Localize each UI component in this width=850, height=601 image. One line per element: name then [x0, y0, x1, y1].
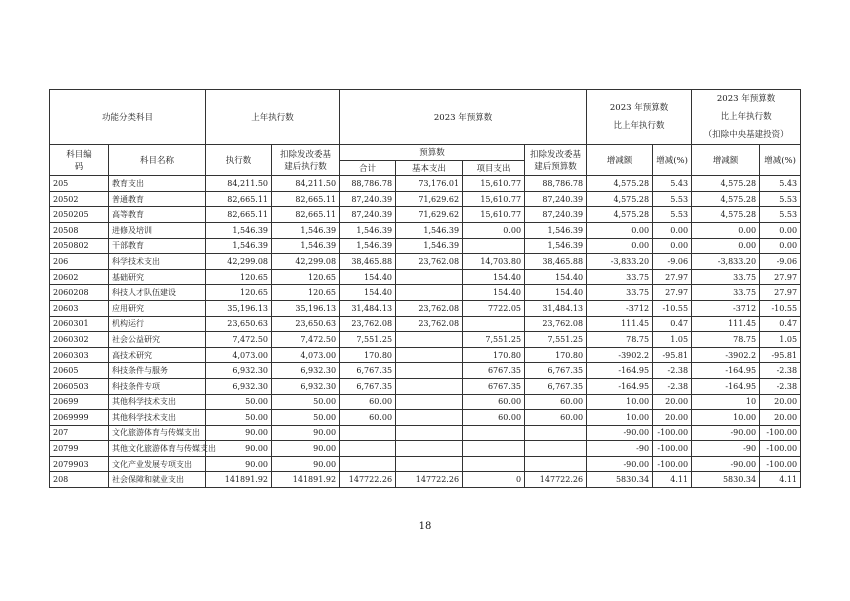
- page-number: 18: [418, 521, 432, 532]
- change-pct-cell: 0.47: [653, 316, 692, 332]
- budget-total-cell: 170.80: [340, 347, 396, 363]
- basic-expense-cell: [396, 441, 463, 457]
- subject-name-cell: 其他科学技术支出: [109, 394, 206, 410]
- budget-total-cell: 23,762.08: [340, 316, 396, 332]
- change-pct-excl-cell: 5.53: [760, 191, 801, 207]
- change-amount-excl-cell: -90.00: [692, 456, 760, 472]
- change-pct-excl-cell: 0.00: [760, 222, 801, 238]
- project-expense-cell: 60.00: [463, 410, 525, 426]
- change-amount-excl-cell: 33.75: [692, 285, 760, 301]
- table-row: [50, 363, 801, 379]
- subject-code-cell: 20603: [50, 300, 109, 316]
- change-amount-excl-cell: 4,575.28: [692, 176, 760, 192]
- project-expense-cell: [463, 441, 525, 457]
- budget-total-cell: [340, 441, 396, 457]
- subject-name-cell: 社会公益研究: [109, 332, 206, 348]
- exec-amount-cell: 1,546.39: [206, 238, 272, 254]
- change-pct-cell: 1.05: [653, 332, 692, 348]
- subject-code-cell: 20699: [50, 394, 109, 410]
- table-row: [50, 191, 801, 207]
- change-pct-excl-cell: -100.00: [760, 441, 801, 457]
- change-amount-cell: -3712: [587, 300, 653, 316]
- change-amount-excl-cell: -3712: [692, 300, 760, 316]
- change-amount-cell: 0.00: [587, 222, 653, 238]
- exec-amount-cell: 82,665.11: [206, 191, 272, 207]
- project-expense-cell: 14,703.80: [463, 254, 525, 270]
- budget-total-cell: 60.00: [340, 410, 396, 426]
- budget-excl-cell: [525, 441, 587, 457]
- subject-name-cell: 其他科学技术支出: [109, 410, 206, 426]
- change-amount-excl-cell: -3902.2: [692, 347, 760, 363]
- budget-excl-cell: 60.00: [525, 394, 587, 410]
- project-expense-cell: 0.00: [463, 222, 525, 238]
- exec-excl-cell: 82,665.11: [272, 191, 340, 207]
- change-amount-cell: 10.00: [587, 410, 653, 426]
- subject-name-cell: 教育支出: [109, 176, 206, 192]
- change-pct-cell: 20.00: [653, 410, 692, 426]
- table-row: [50, 254, 801, 270]
- budget-total-cell: 147722.26: [340, 472, 396, 488]
- table-row: [50, 300, 801, 316]
- change-amount-cell: -90.00: [587, 425, 653, 441]
- basic-expense-cell: [396, 394, 463, 410]
- change-amount-cell: -164.95: [587, 363, 653, 379]
- change-amount-excl-cell: -164.95: [692, 378, 760, 394]
- change-pct-cell: 5.43: [653, 176, 692, 192]
- project-expense-cell: [463, 456, 525, 472]
- exec-excl-cell: 42,299.08: [272, 254, 340, 270]
- budget-total-cell: 87,240.39: [340, 191, 396, 207]
- change-amount-excl-cell: 10: [692, 394, 760, 410]
- change-amount-cell: 4,575.28: [587, 176, 653, 192]
- subject-name-cell: 科技条件与服务: [109, 363, 206, 379]
- table-row: [50, 269, 801, 285]
- change-pct-cell: -100.00: [653, 456, 692, 472]
- table-row: [50, 410, 801, 426]
- budget-total-cell: 154.40: [340, 269, 396, 285]
- exec-amount-cell: 7,472.50: [206, 332, 272, 348]
- subject-code-cell: 2060208: [50, 285, 109, 301]
- budget-excl-cell: 147722.26: [525, 472, 587, 488]
- exec-excl-cell: 23,650.63: [272, 316, 340, 332]
- change-pct-excl-cell: -10.55: [760, 300, 801, 316]
- change-pct-excl-cell: -100.00: [760, 425, 801, 441]
- exec-amount-cell: 90.00: [206, 425, 272, 441]
- project-expense-cell: 15,610.77: [463, 191, 525, 207]
- exec-amount-cell: 82,665.11: [206, 207, 272, 223]
- change-pct-cell: -2.38: [653, 363, 692, 379]
- budget-total-cell: 87,240.39: [340, 207, 396, 223]
- budget-total-cell: 6,767.35: [340, 378, 396, 394]
- subject-name-header: 科目名称: [109, 145, 206, 176]
- basic-expense-cell: 71,629.62: [396, 207, 463, 223]
- exec-excl-cell: 120.65: [272, 285, 340, 301]
- change-amount-excl-cell: -3,833.20: [692, 254, 760, 270]
- exec-excl-cell: 50.00: [272, 394, 340, 410]
- basic-expense-cell: 1,546.39: [396, 222, 463, 238]
- subject-code-cell: 2060503: [50, 378, 109, 394]
- budget-excl-cell: 1,546.39: [525, 222, 587, 238]
- change-amount-cell: 111.45: [587, 316, 653, 332]
- budget-excl-cell: 31,484.13: [525, 300, 587, 316]
- budget-total-cell: 88,786.78: [340, 176, 396, 192]
- change-pct-header: 增减(%): [653, 145, 692, 176]
- change-pct-excl-cell: 5.53: [760, 207, 801, 223]
- subject-code-cell: 20502: [50, 191, 109, 207]
- budget-total-cell: 38,465.88: [340, 254, 396, 270]
- exec-amount-cell: 84,211.50: [206, 176, 272, 192]
- change-amount-excl-cell: 5830.34: [692, 472, 760, 488]
- change-amount-cell: 33.75: [587, 269, 653, 285]
- exec-amount-cell: 42,299.08: [206, 254, 272, 270]
- budget-2023-header: 2023 年预算数: [340, 90, 587, 145]
- exec-excl-cell: 141891.92: [272, 472, 340, 488]
- change-pct-excl-cell: 5.43: [760, 176, 801, 192]
- budget-excl-cell: 60.00: [525, 410, 587, 426]
- change-amount-cell: 4,575.28: [587, 191, 653, 207]
- subject-code-cell: 208: [50, 472, 109, 488]
- subject-code-cell: 2060302: [50, 332, 109, 348]
- table-row: [50, 472, 801, 488]
- exec-excl-cell: 6,932.30: [272, 378, 340, 394]
- exec-excl-cell: 82,665.11: [272, 207, 340, 223]
- subject-code-cell: 205: [50, 176, 109, 192]
- budget-excl-cell: 23,762.08: [525, 316, 587, 332]
- change-pct-excl-cell: 20.00: [760, 394, 801, 410]
- budget-excl-cell: 1,546.39: [525, 238, 587, 254]
- project-expense-cell: 15,610.77: [463, 207, 525, 223]
- change-amount-cell: -90: [587, 441, 653, 457]
- basic-expense-cell: [396, 410, 463, 426]
- change-pct-cell: 27.97: [653, 285, 692, 301]
- change-amount-cell: -164.95: [587, 378, 653, 394]
- basic-expense-cell: [396, 425, 463, 441]
- change-pct-excl-cell: -95.81: [760, 347, 801, 363]
- table-row: [50, 316, 801, 332]
- budget-total-cell: 60.00: [340, 394, 396, 410]
- exec-amount-cell: 90.00: [206, 441, 272, 457]
- subject-name-cell: 高等教育: [109, 207, 206, 223]
- change-pct-excl-cell: 20.00: [760, 410, 801, 426]
- change-amount-excl-cell: -90: [692, 441, 760, 457]
- project-expense-cell: 170.80: [463, 347, 525, 363]
- subject-name-cell: 文化旅游体育与传媒支出: [109, 425, 206, 441]
- change-pct-excl-cell: -9.06: [760, 254, 801, 270]
- project-expense-cell: 0: [463, 472, 525, 488]
- table-row: [50, 207, 801, 223]
- change-pct-excl-cell: 27.97: [760, 269, 801, 285]
- table-row: [50, 238, 801, 254]
- exec-excl-cell: 1,546.39: [272, 238, 340, 254]
- basic-expense-cell: [396, 269, 463, 285]
- change-pct-cell: 27.97: [653, 269, 692, 285]
- change-amount-cell: 10.00: [587, 394, 653, 410]
- basic-expense-cell: 23,762.08: [396, 316, 463, 332]
- change-pct-excl-cell: 1.05: [760, 332, 801, 348]
- change-pct-excl-cell: -2.38: [760, 378, 801, 394]
- budget-table: [49, 89, 801, 488]
- project-expense-cell: 7722.05: [463, 300, 525, 316]
- project-expense-cell: [463, 316, 525, 332]
- basic-expense-cell: 23,762.08: [396, 254, 463, 270]
- budget-total-cell: 1,546.39: [340, 238, 396, 254]
- basic-expense-cell: [396, 456, 463, 472]
- budget-total-cell: [340, 425, 396, 441]
- budget-total-cell: 1,546.39: [340, 222, 396, 238]
- exec-amount-cell: 90.00: [206, 456, 272, 472]
- exec-amount-cell: 4,073.00: [206, 347, 272, 363]
- exec-excl-cell: 84,211.50: [272, 176, 340, 192]
- budget-excl-cell: [525, 425, 587, 441]
- exec-amount-cell: 120.65: [206, 285, 272, 301]
- exec-excl-header: 扣除发改委基 建后执行数: [272, 145, 340, 176]
- subject-code-cell: 2069999: [50, 410, 109, 426]
- project-expense-cell: 6767.35: [463, 363, 525, 379]
- change-amount-excl-cell: -90.00: [692, 425, 760, 441]
- subject-code-cell: 206: [50, 254, 109, 270]
- subject-code-cell: 2050802: [50, 238, 109, 254]
- table-row: [50, 441, 801, 457]
- budget-excl-cell: 87,240.39: [525, 191, 587, 207]
- subject-name-cell: 应用研究: [109, 300, 206, 316]
- change-amount-excl-cell: 0.00: [692, 222, 760, 238]
- basic-expense-cell: [396, 378, 463, 394]
- subject-code-cell: 20602: [50, 269, 109, 285]
- total-header: 合计: [340, 160, 396, 176]
- budget-excl-cell: 6,767.35: [525, 363, 587, 379]
- exec-excl-cell: 35,196.13: [272, 300, 340, 316]
- change-amount-excl-header: 增减额: [692, 145, 760, 176]
- budget-excl-cell: 7,551.25: [525, 332, 587, 348]
- change-amount-cell: -3,833.20: [587, 254, 653, 270]
- exec-amount-cell: 1,546.39: [206, 222, 272, 238]
- change-amount-excl-cell: 0.00: [692, 238, 760, 254]
- table-row: [50, 425, 801, 441]
- basic-expense-cell: [396, 363, 463, 379]
- subject-name-cell: 基础研究: [109, 269, 206, 285]
- change-amount-excl-cell: -164.95: [692, 363, 760, 379]
- exec-excl-cell: 50.00: [272, 410, 340, 426]
- budget-total-cell: 31,484.13: [340, 300, 396, 316]
- budget-excl-cell: 154.40: [525, 269, 587, 285]
- budget-excl-cell: 6,767.35: [525, 378, 587, 394]
- project-expense-cell: 60.00: [463, 394, 525, 410]
- basic-expense-cell: [396, 332, 463, 348]
- exec-amount-cell: 50.00: [206, 410, 272, 426]
- project-expense-cell: 6767.35: [463, 378, 525, 394]
- budget-total-cell: 7,551.25: [340, 332, 396, 348]
- functional-category-header: 功能分类科目: [50, 90, 206, 145]
- project-expense-cell: 154.40: [463, 269, 525, 285]
- change-pct-cell: -10.55: [653, 300, 692, 316]
- change-amount-cell: 78.75: [587, 332, 653, 348]
- budget-excl-cell: 38,465.88: [525, 254, 587, 270]
- budget-excl-header: 扣除发改委基 建后预算数: [525, 145, 587, 176]
- change-amount-cell: 5830.34: [587, 472, 653, 488]
- basic-expense-cell: 1,546.39: [396, 238, 463, 254]
- subject-name-cell: 科技人才队伍建设: [109, 285, 206, 301]
- budget-excl-cell: 170.80: [525, 347, 587, 363]
- change-pct-excl-cell: -100.00: [760, 456, 801, 472]
- subject-name-cell: 机构运行: [109, 316, 206, 332]
- change-pct-cell: -2.38: [653, 378, 692, 394]
- change-pct-excl-cell: 0.47: [760, 316, 801, 332]
- change-amount-excl-cell: 78.75: [692, 332, 760, 348]
- exec-amount-cell: 141891.92: [206, 472, 272, 488]
- table-row: [50, 176, 801, 192]
- header-row-2: [50, 145, 801, 161]
- exec-amount-cell: 6,932.30: [206, 363, 272, 379]
- table-row: [50, 222, 801, 238]
- table-row: [50, 394, 801, 410]
- change-pct-excl-cell: 4.11: [760, 472, 801, 488]
- project-expense-cell: 154.40: [463, 285, 525, 301]
- subject-name-cell: 科学技术支出: [109, 254, 206, 270]
- change-amount-cell: 0.00: [587, 238, 653, 254]
- exec-amount-cell: 6,932.30: [206, 378, 272, 394]
- prev-year-exec-header: 上年执行数: [206, 90, 340, 145]
- exec-excl-cell: 1,546.39: [272, 222, 340, 238]
- subject-name-cell: 科技条件专项: [109, 378, 206, 394]
- change-pct-excl-header: 增减(%): [760, 145, 801, 176]
- budget-excl-cell: 87,240.39: [525, 207, 587, 223]
- exec-excl-cell: 120.65: [272, 269, 340, 285]
- change-amount-cell: 4,575.28: [587, 207, 653, 223]
- exec-excl-cell: 6,932.30: [272, 363, 340, 379]
- change-pct-excl-cell: 27.97: [760, 285, 801, 301]
- change-amount-excl-cell: 4,575.28: [692, 207, 760, 223]
- table-row: [50, 378, 801, 394]
- subject-name-cell: 进修及培训: [109, 222, 206, 238]
- subject-name-cell: 干部教育: [109, 238, 206, 254]
- exec-amount-cell: 120.65: [206, 269, 272, 285]
- project-expense-cell: 7,551.25: [463, 332, 525, 348]
- change-pct-cell: 20.00: [653, 394, 692, 410]
- budget-total-cell: [340, 456, 396, 472]
- change-amount-cell: -3902.2: [587, 347, 653, 363]
- table-row: [50, 285, 801, 301]
- exec-amount-header: 执行数: [206, 145, 272, 176]
- change-pct-excl-cell: 0.00: [760, 238, 801, 254]
- subject-name-cell: 普通教育: [109, 191, 206, 207]
- project-expense-cell: [463, 425, 525, 441]
- change-pct-cell: 0.00: [653, 238, 692, 254]
- change-amount-cell: 33.75: [587, 285, 653, 301]
- subject-code-cell: 2060303: [50, 347, 109, 363]
- exec-excl-cell: 7,472.50: [272, 332, 340, 348]
- basic-expense-header: 基本支出: [396, 160, 463, 176]
- budget-excl-cell: 154.40: [525, 285, 587, 301]
- subject-code-cell: 207: [50, 425, 109, 441]
- change-pct-cell: -95.81: [653, 347, 692, 363]
- exec-amount-cell: 23,650.63: [206, 316, 272, 332]
- subject-name-cell: 社会保障和就业支出: [109, 472, 206, 488]
- basic-expense-cell: 71,629.62: [396, 191, 463, 207]
- change-pct-cell: -100.00: [653, 425, 692, 441]
- budget-total-cell: 154.40: [340, 285, 396, 301]
- subject-code-cell: 2079903: [50, 456, 109, 472]
- table-row: [50, 456, 801, 472]
- change-pct-excl-cell: -2.38: [760, 363, 801, 379]
- budget-excl-cell: [525, 456, 587, 472]
- budget-vs-prev-header: 2023 年预算数 比上年执行数: [587, 90, 692, 145]
- subject-code-header: 科目编 码: [50, 145, 109, 176]
- change-pct-cell: 4.11: [653, 472, 692, 488]
- subject-code-cell: 20605: [50, 363, 109, 379]
- change-pct-cell: -100.00: [653, 441, 692, 457]
- subject-name-cell: 文化产业发展专项支出: [109, 456, 206, 472]
- change-amount-excl-cell: 10.00: [692, 410, 760, 426]
- project-expense-cell: [463, 238, 525, 254]
- header-row-1: [50, 90, 801, 145]
- subject-name-cell: 其他文化旅游体育与传媒支出: [109, 441, 206, 457]
- change-pct-cell: 0.00: [653, 222, 692, 238]
- exec-excl-cell: 4,073.00: [272, 347, 340, 363]
- exec-excl-cell: 90.00: [272, 441, 340, 457]
- subject-code-cell: 20508: [50, 222, 109, 238]
- exec-amount-cell: 35,196.13: [206, 300, 272, 316]
- change-amount-excl-cell: 4,575.28: [692, 191, 760, 207]
- subject-name-cell: 高技术研究: [109, 347, 206, 363]
- exec-amount-cell: 50.00: [206, 394, 272, 410]
- change-pct-cell: 5.53: [653, 191, 692, 207]
- table-row: [50, 347, 801, 363]
- budget-excl-cell: 88,786.78: [525, 176, 587, 192]
- basic-expense-cell: 147722.26: [396, 472, 463, 488]
- change-amount-cell: -90.00: [587, 456, 653, 472]
- change-amount-excl-cell: 33.75: [692, 269, 760, 285]
- basic-expense-cell: 73,176.01: [396, 176, 463, 192]
- change-pct-cell: -9.06: [653, 254, 692, 270]
- subject-code-cell: 20799: [50, 441, 109, 457]
- change-pct-cell: 5.53: [653, 207, 692, 223]
- project-expense-header: 项目支出: [463, 160, 525, 176]
- budget-total-cell: 6,767.35: [340, 363, 396, 379]
- exec-excl-cell: 90.00: [272, 456, 340, 472]
- project-expense-cell: 15,610.77: [463, 176, 525, 192]
- subject-code-cell: 2060301: [50, 316, 109, 332]
- budget-amount-header: 预算数: [340, 145, 525, 161]
- basic-expense-cell: 23,762.08: [396, 300, 463, 316]
- budget-vs-prev-excl-header: 2023 年预算数 比上年执行数 （扣除中央基建投资）: [692, 90, 801, 145]
- basic-expense-cell: [396, 347, 463, 363]
- basic-expense-cell: [396, 285, 463, 301]
- subject-code-cell: 2050205: [50, 207, 109, 223]
- change-amount-excl-cell: 111.45: [692, 316, 760, 332]
- table-row: [50, 332, 801, 348]
- exec-excl-cell: 90.00: [272, 425, 340, 441]
- change-amount-header: 增减额: [587, 145, 653, 176]
